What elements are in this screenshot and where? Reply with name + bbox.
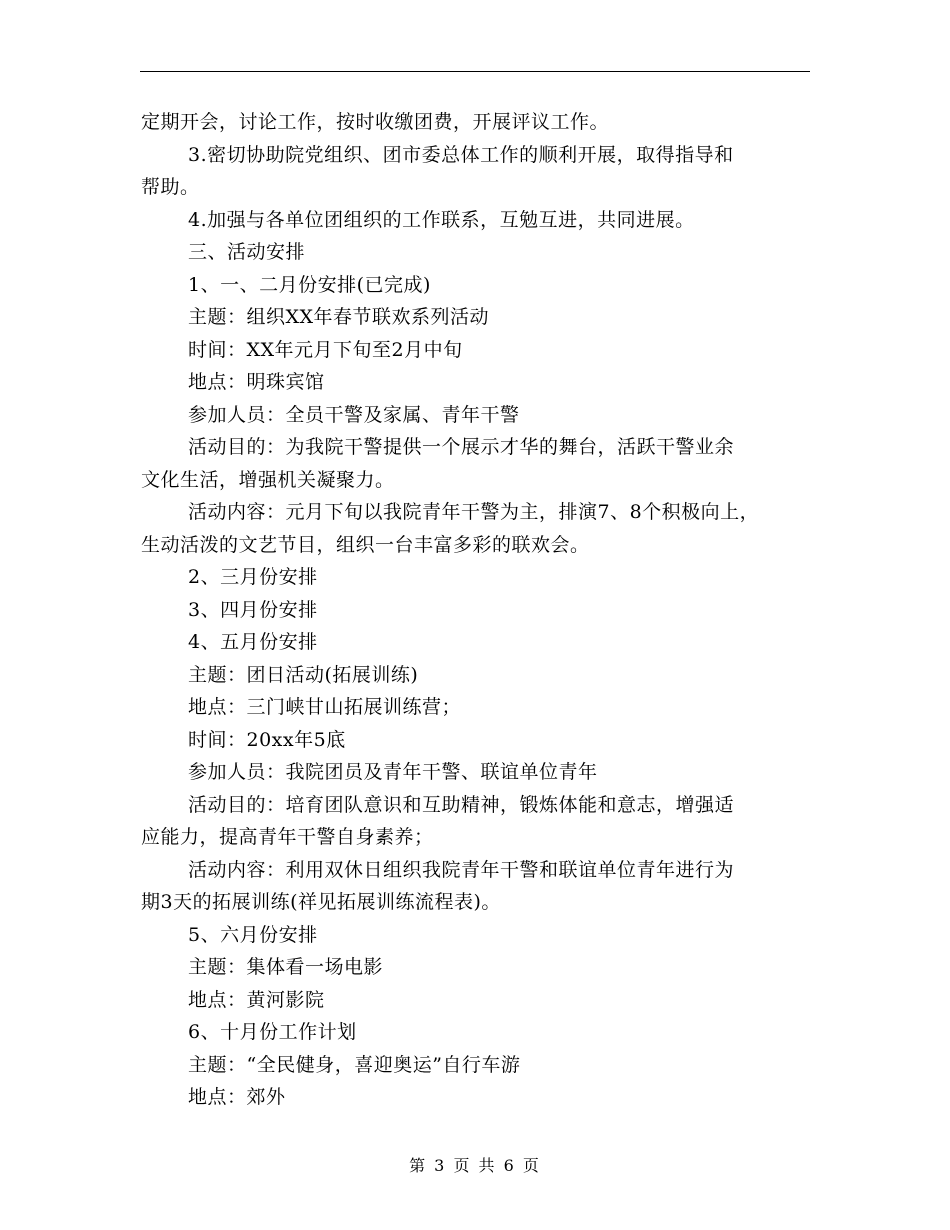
text-line: 1、一、二月份安排(已完成) bbox=[188, 273, 431, 296]
text-line: 期3天的拓展训练(祥见拓展训练流程表)。 bbox=[141, 891, 501, 913]
text-line: 时间：XX年元月下旬至2月中旬 bbox=[188, 338, 463, 361]
text-line: 活动目的：为我院干警提供一个展示才华的舞台，活跃干警业余 bbox=[188, 436, 735, 458]
text-line: 活动目的：培育团队意识和互助精神，锻炼体能和意志，增强适 bbox=[188, 793, 735, 816]
text-line: 主题：组织XX年春节联欢系列活动 bbox=[188, 306, 490, 328]
text-line: 3.密切协助院党组织、团市委总体工作的顺利开展，取得指导和 bbox=[188, 143, 734, 166]
page-number: 第 3 页 共 6 页 bbox=[409, 1156, 541, 1175]
text-line: 应能力，提高青年干警自身素养； bbox=[141, 826, 434, 848]
text-line: 5、六月份安排 bbox=[188, 923, 318, 946]
text-line: 参加人员：我院团员及青年干警、联谊单位青年 bbox=[188, 761, 598, 783]
text-line: 地点：三门峡甘山拓展训练营； bbox=[188, 696, 462, 718]
text-line: 地点：明珠宾馆 bbox=[188, 371, 325, 393]
header-rule bbox=[140, 71, 810, 72]
text-line: 4、五月份安排 bbox=[188, 631, 318, 653]
text-line: 6、十月份工作计划 bbox=[188, 1021, 357, 1043]
text-line: 时间：20xx年5底 bbox=[188, 728, 346, 751]
text-line: 主题：“全民健身，喜迎奥运”自行车游 bbox=[188, 1053, 521, 1076]
text-line: 2、三月份安排 bbox=[188, 566, 318, 588]
text-line: 定期开会，讨论工作，按时收缴团费，开展评议工作。 bbox=[141, 111, 610, 133]
text-line: 三、活动安排 bbox=[188, 241, 306, 263]
text-line: 主题：团日活动(拓展训练) bbox=[188, 663, 419, 686]
text-line: 地点：黄河影院 bbox=[188, 988, 325, 1011]
text-line: 主题：集体看一场电影 bbox=[188, 956, 384, 978]
text-line: 活动内容：元月下旬以我院青年干警为主，排演7、8个积极向上， bbox=[188, 501, 760, 523]
text-line: 活动内容：利用双休日组织我院青年干警和联谊单位青年进行为 bbox=[188, 858, 735, 881]
text-line: 3、四月份安排 bbox=[188, 598, 318, 621]
text-line: 帮助。 bbox=[141, 176, 200, 198]
text-line: 参加人员：全员干警及家属、青年干警 bbox=[188, 403, 520, 426]
text-line: 生动活泼的文艺节目，组织一台丰富多彩的联欢会。 bbox=[141, 533, 590, 556]
text-line: 文化生活，增强机关凝聚力。 bbox=[141, 468, 395, 491]
document-body bbox=[141, 106, 813, 1114]
text-line: 地点：郊外 bbox=[188, 1086, 286, 1108]
text-line: 4.加强与各单位团组织的工作联系，互勉互进，共同进展。 bbox=[188, 208, 695, 231]
